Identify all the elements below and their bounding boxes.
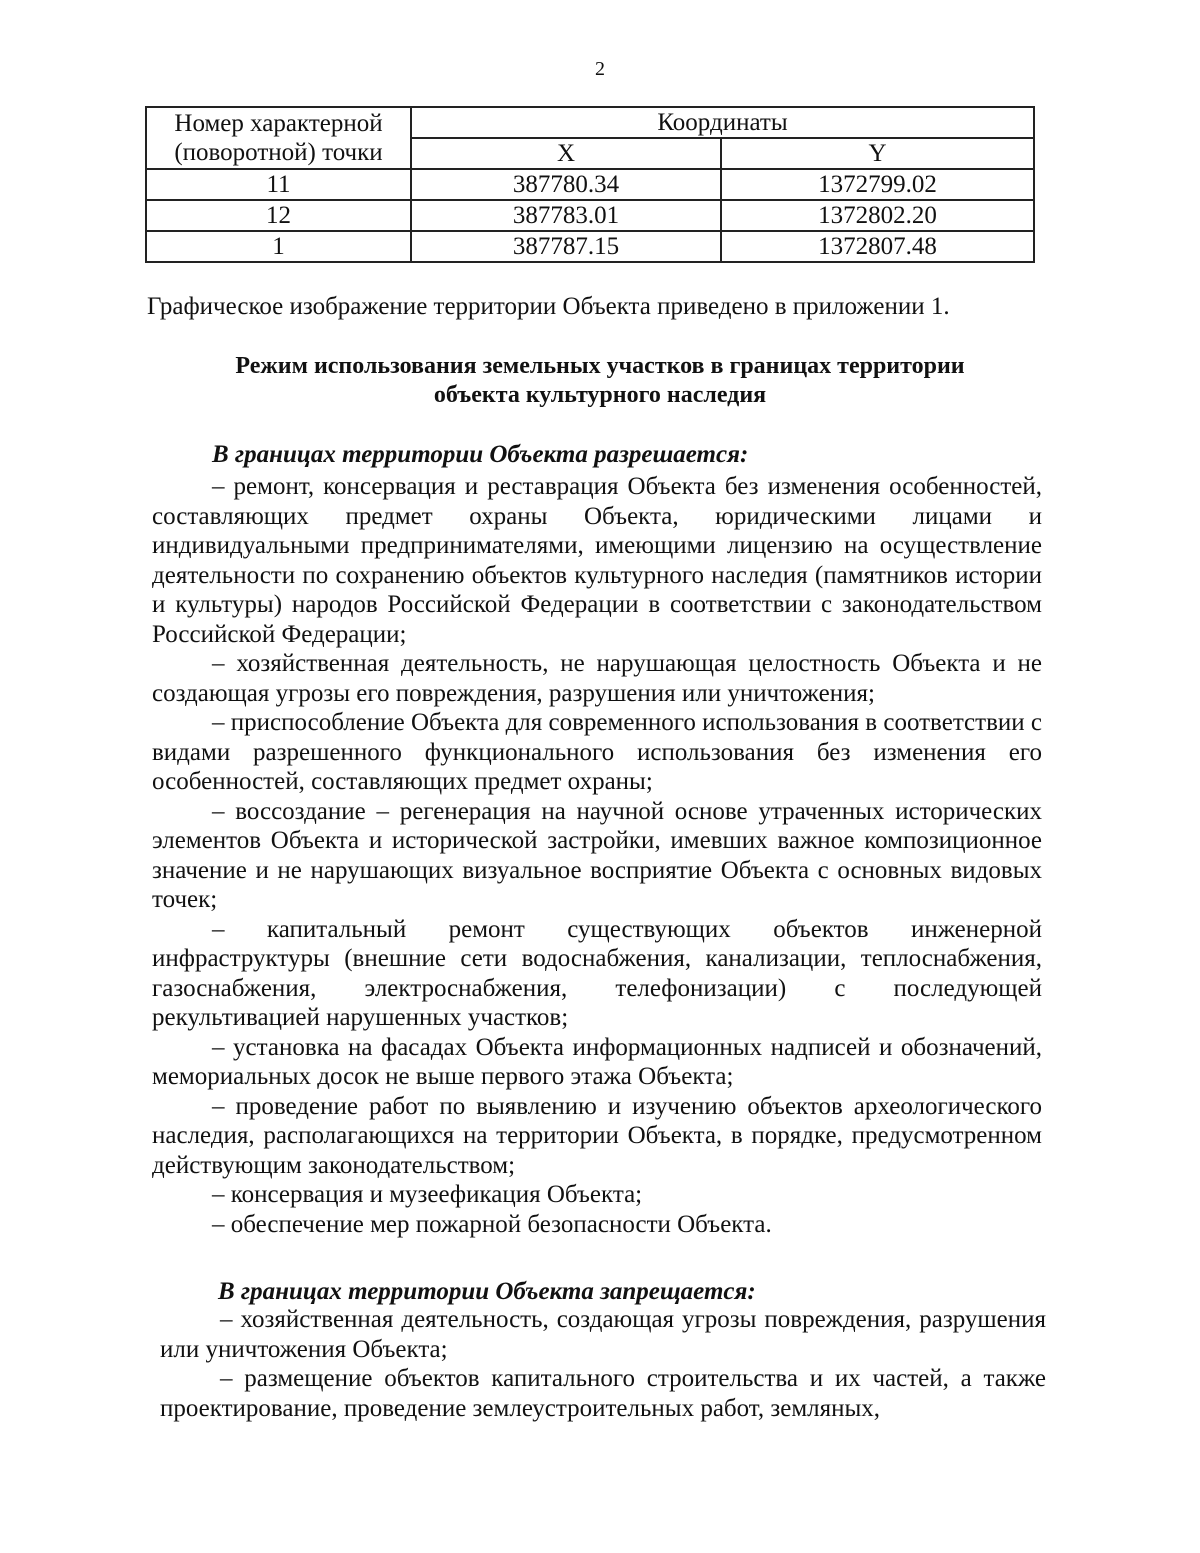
x-cell: 387780.34 [411,169,721,200]
table-header-row [146,107,1034,138]
table-row [146,231,1034,262]
list-item: – хозяйственная деятельность, создающая угрозы повреждения, разрушения или уничтожения Объекта; [160,1306,1046,1363]
header-x-cell: X [411,138,721,169]
page-number: 2 [595,58,605,80]
section-heading [150,352,1050,410]
list-item: – приспособление Объекта для современного использования в соответствии с видами разрешенного функционального использования без изменения его особенностей, составляющих предмет охраны; [152,709,1042,795]
table-row [146,169,1034,200]
x-cell: 387787.15 [411,231,721,262]
y-cell: 1372807.48 [721,231,1034,262]
header-point-cell: Номер характерной (поворотной) точки [146,107,411,169]
list-item: – установка на фасадах Объекта информационных надписей и обозначений, мемориальных досок не выше первого этажа Объекта; [152,1033,1042,1090]
list-item: – воссоздание – регенерация на научной основе утраченных исторических элементов Объекта и исторической застройки, имевших важное композиционное значение и не нарушающих визуальное восприятие Объекта с основных видовых точек; [152,797,1042,913]
forbidden-title: В границах территории Объекта запрещается: [218,1278,756,1305]
list-item: – обеспечение мер пожарной безопасности Объекта. [212,1210,772,1238]
allowed-list [152,472,1042,1239]
list-item: – проведение работ по выявлению и изучению объектов археологического наследия, располагающихся на территории Объекта, в порядке, предусмотренном действующим законодательством; [152,1092,1042,1179]
point-cell: 12 [146,200,411,231]
section-heading-line-1: Режим использования земельных участков в границах территории [235,353,965,379]
y-cell: 1372799.02 [721,169,1034,200]
section-heading-line-2: объекта культурного наследия [433,382,767,408]
list-item: – размещение объектов капитального строительства и их частей, а также проектирование, проведение землеустроительных работ, земляных, [160,1365,1046,1422]
list-item: – ремонт, консервация и реставрация Объекта без изменения особенностей, составляющих предмет охраны Объекта, юридическими лицами и индивидуальными предпринимателями, имеющими лицензию на осуществление деятельности по сохранению объектов культурного наследия (памятников истории и культуры) народов Российской Федерации в соответствии с законодательством Российской Федерации; [152,473,1042,648]
y-cell: 1372802.20 [721,200,1034,231]
point-cell: 1 [146,231,411,262]
point-cell: 11 [146,169,411,200]
header-y-cell: Y [721,138,1034,169]
table-row [146,200,1034,231]
forbidden-list [160,1305,1046,1423]
list-item: – хозяйственная деятельность, не нарушающая целостность Объекта и не создающая угрозы его повреждения, разрушения или уничтожения; [152,650,1042,707]
list-item: – консервация и музеефикация Объекта; [212,1181,643,1208]
graphic-note: Графическое изображение территории Объекта приведено в приложении 1. [147,293,950,320]
allowed-title: В границах территории Объекта разрешается: [212,441,749,468]
coordinates-table [145,106,1035,263]
list-item: – капитальный ремонт существующих объектов инженерной инфраструктуры (внешние сети водоснабжения, канализации, теплоснабжения, газоснабжения, электроснабжения, телефонизации) с последующей рекультивацией нарушенных участков; [152,915,1042,1031]
header-coords-cell: Координаты [411,107,1034,138]
x-cell: 387783.01 [411,200,721,231]
